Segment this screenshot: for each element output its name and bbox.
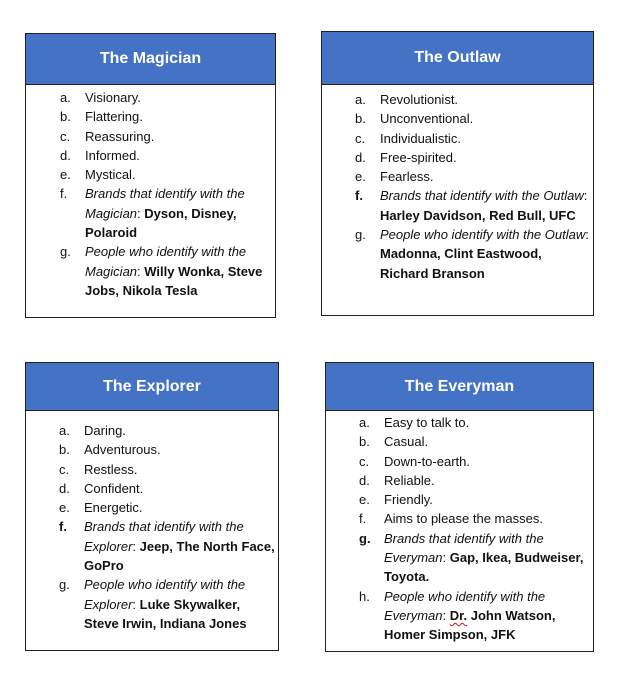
list-item xyxy=(60,146,272,165)
item-names: Jeep, The North Face, GoPro xyxy=(84,538,275,574)
list-item xyxy=(60,242,272,300)
item-text: Adventurous. xyxy=(84,442,161,458)
item-marker: d. xyxy=(355,149,366,165)
item-text: Brands that identify with the Outlaw: Harley Davidson, Red Bull, UFC xyxy=(380,188,588,223)
outlaw-card xyxy=(321,31,594,316)
item-text: Reliable. xyxy=(384,472,435,488)
item-marker: e. xyxy=(359,492,370,508)
item-lead: People who identify with the Explorer xyxy=(84,577,246,612)
item-text: Casual. xyxy=(384,434,429,450)
item-lead: People who identify with the Everyman xyxy=(384,588,546,623)
list-item xyxy=(355,109,591,128)
item-text: People who identify with the Everyman: Dr. John Watson, Homer Simpson, JFK xyxy=(384,588,556,643)
item-lead: Brands that identify with the Explorer xyxy=(84,519,244,554)
trait-list xyxy=(359,413,589,645)
item-text: Friendly. xyxy=(384,492,433,508)
item-marker: f. xyxy=(60,186,68,202)
trait-list xyxy=(59,421,275,633)
item-marker: d. xyxy=(59,480,70,496)
item-lead: Brands that identify with the Outlaw xyxy=(380,188,584,204)
item-text: Brands that identify with the Everyman: Gap, Ikea, Budweiser, Toyota. xyxy=(384,530,584,585)
item-text: Aims to please the masses. xyxy=(384,511,543,527)
item-text: Reassuring. xyxy=(85,128,155,144)
list-item xyxy=(359,529,589,587)
item-text: Flattering. xyxy=(85,109,143,125)
list-item xyxy=(59,498,275,517)
item-marker: g. xyxy=(359,530,371,546)
item-marker: f. xyxy=(59,519,67,535)
list-item xyxy=(359,490,589,509)
item-marker: a. xyxy=(59,423,70,438)
card-title: The Explorer xyxy=(26,363,278,411)
item-names-rest: John Watson, Homer Simpson, JFK xyxy=(384,607,556,643)
list-item xyxy=(59,460,275,479)
list-item xyxy=(359,587,589,645)
list-item xyxy=(60,107,272,126)
card-title: The Magician xyxy=(26,34,275,85)
magician-card xyxy=(25,33,276,318)
list-item xyxy=(355,90,591,109)
list-item xyxy=(59,575,275,633)
list-item xyxy=(355,225,591,283)
item-marker: c. xyxy=(59,461,70,477)
spellcheck-underline: Dr. xyxy=(449,607,468,623)
item-text: People who identify with the Explorer: Luke Skywalker, Steve Irwin, Indiana Jones xyxy=(84,577,247,631)
item-text: Mystical. xyxy=(85,167,136,183)
list-item xyxy=(60,88,272,107)
item-marker: e. xyxy=(355,169,366,185)
item-text: Brands that identify with the Magician: Dyson, Disney, Polaroid xyxy=(85,186,245,241)
item-text: Brands that identify with the Explorer: Jeep, The North Face, GoPro xyxy=(84,519,275,574)
list-item xyxy=(59,517,275,575)
list-item xyxy=(355,148,591,167)
item-text: Revolutionist. xyxy=(380,92,459,107)
item-marker: c. xyxy=(60,128,71,144)
item-names: Harley Davidson, Red Bull, UFC xyxy=(380,207,576,223)
item-marker: g. xyxy=(60,244,71,260)
item-lead: Brands that identify with the Everyman xyxy=(384,530,544,566)
card-title: The Outlaw xyxy=(322,32,593,85)
item-marker: h. xyxy=(359,588,370,604)
list-item xyxy=(355,167,591,186)
card-title: The Everyman xyxy=(326,363,593,411)
list-item xyxy=(359,413,589,432)
list-item xyxy=(359,509,589,528)
list-item xyxy=(60,165,272,184)
item-marker: e. xyxy=(60,167,71,183)
item-marker: e. xyxy=(59,500,70,516)
item-text: Restless. xyxy=(84,461,138,477)
item-marker: f. xyxy=(359,511,367,527)
item-marker: a. xyxy=(60,90,71,105)
item-marker: f. xyxy=(355,188,363,204)
list-item xyxy=(59,421,275,440)
list-item xyxy=(60,127,272,146)
list-item xyxy=(359,471,589,490)
list-item xyxy=(59,479,275,498)
item-marker: g. xyxy=(59,577,70,593)
item-marker: d. xyxy=(60,147,71,163)
item-marker: a. xyxy=(359,415,370,430)
item-names: Willy Wonka, Steve Jobs, Nikola Tesla xyxy=(85,263,263,298)
item-marker: b. xyxy=(355,111,366,127)
item-names: Madonna, Clint Eastwood, Richard Branson xyxy=(380,246,542,281)
item-text: Daring. xyxy=(84,423,126,438)
item-marker: c. xyxy=(355,130,366,146)
item-marker: a. xyxy=(355,92,366,107)
item-lead: People who identify with the Magician xyxy=(85,244,247,279)
item-lead: People who identify with the Outlaw xyxy=(380,227,586,243)
list-item xyxy=(359,452,589,471)
item-marker: g. xyxy=(355,227,366,243)
everyman-card xyxy=(325,362,594,652)
item-text: Unconventional. xyxy=(380,111,474,127)
trait-list xyxy=(60,88,272,300)
list-item xyxy=(359,432,589,451)
item-names: Gap, Ikea, Budweiser, Toyota. xyxy=(384,550,584,585)
item-marker: b. xyxy=(359,434,370,450)
list-item xyxy=(355,186,591,225)
item-text: Easy to talk to. xyxy=(384,415,470,430)
item-text: Individualistic. xyxy=(380,130,461,146)
item-text: People who identify with the Magician: Willy Wonka, Steve Jobs, Nikola Tesla xyxy=(85,244,263,298)
item-marker: d. xyxy=(359,472,370,488)
item-marker: c. xyxy=(359,453,370,469)
list-item xyxy=(355,129,591,148)
explorer-card xyxy=(25,362,279,651)
item-marker: b. xyxy=(60,109,71,125)
item-text: Down-to-earth. xyxy=(384,453,470,469)
item-text: Free-spirited. xyxy=(380,149,457,165)
list-item xyxy=(60,184,272,242)
item-names: Dyson, Disney, Polaroid xyxy=(85,205,237,241)
item-text: Informed. xyxy=(85,147,140,163)
trait-list xyxy=(355,90,591,283)
item-lead: Brands that identify with the Magician xyxy=(85,186,245,221)
item-text: Energetic. xyxy=(84,500,143,516)
item-text: People who identify with the Outlaw: Madonna, Clint Eastwood, Richard Branson xyxy=(380,227,589,281)
item-text: Visionary. xyxy=(85,90,141,105)
item-names: Luke Skywalker, Steve Irwin, Indiana Jones xyxy=(84,596,247,631)
item-text: Confident. xyxy=(84,480,144,496)
item-marker: b. xyxy=(59,442,70,458)
list-item xyxy=(59,440,275,459)
item-text: Fearless. xyxy=(380,169,434,185)
